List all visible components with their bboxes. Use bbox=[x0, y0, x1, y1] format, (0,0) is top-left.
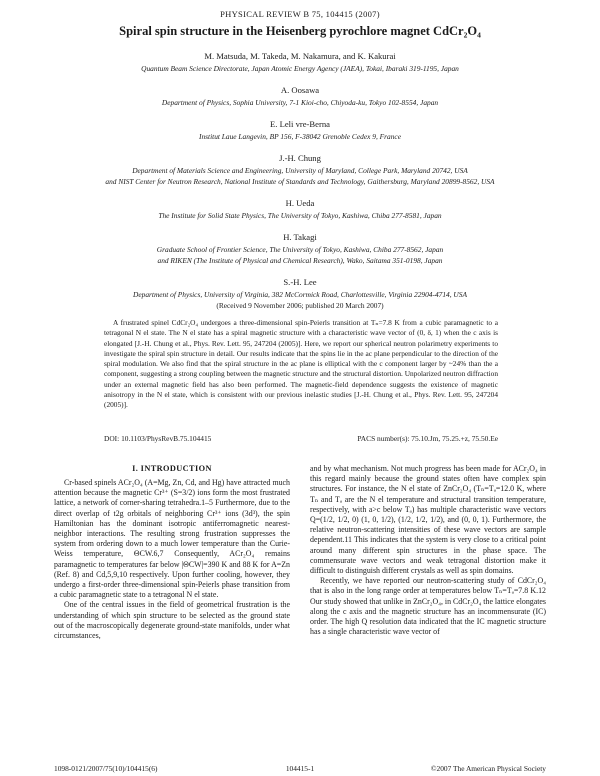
intro-paragraph: Recently, we have reported our neutron-scattering study of CdCr₂O₄ that is also in the long range order at temperatures below Tₙ=Tₐ=7.8 K.12 Our study showed that unlike in ZnCr₂O₄, in CdCr₂O₄ the lattice elongates along the c axis and the magnetic structure has an incommensurate (IC) order. The high Q resolution data indicated that the IC magnetic structure has a single characteristic wave vector of bbox=[310, 576, 546, 637]
affiliation-6a: Graduate School of Frontier Science, The University of Tokyo, Kashiwa, Chiba 277-8562, Japan bbox=[156, 245, 444, 254]
authors-5: H. Ueda bbox=[285, 198, 315, 208]
affiliation-4a: Department of Materials Science and Engineering, University of Maryland, College Park, Maryland 20742, USA bbox=[132, 166, 468, 175]
authors-7: S.-H. Lee bbox=[283, 277, 317, 287]
authors-1: M. Matsuda, M. Takeda, M. Nakamura, and K. Kakurai bbox=[204, 51, 396, 61]
affiliation-6b: and RIKEN (The Institute of Physical and Chemical Research), Wako, Saitama 351-0198, Japan bbox=[157, 256, 443, 265]
affiliation-3: Institut Laue Langevin, BP 156, F-38042 Grenoble Cedex 9, France bbox=[199, 132, 401, 141]
running-head: PHYSICAL REVIEW B 75, 104415 (2007) bbox=[220, 9, 380, 19]
intro-paragraph: Cr-based spinels ACr₂O₄ (A=Mg, Zn, Cd, and Hg) have attracted much attention because the magnetic Cr³⁺ (S=3/2) ions form the most frustrated lattice, a network of corner-sharing tetrahedra.1–5 Furthermore, due to the direct overlap of t2g orbitals of neighboring Cr³⁺ ions (3d³), the spin Hamiltonian has the dominant isotropic antiferromagnetic nearest-neighbor interactions. The resulting strong frustration suppresses the system from ordering down to a much lower temperature than the Curie-Weiss temperature, ΘCW.6,7 Consequently, ACr₂O₄ remains paramagnetic to temperatures far below |ΘCW|=390 K and 88 K for A=Zn (Ref. 8) and Cd,5,9,10 respectively. Upon further cooling, however, they undergo a first-order three-dimensional spin-Peierls phase transition from a cubic paramagnetic state to a tetragonal N el state. bbox=[54, 478, 290, 600]
intro-column-left bbox=[54, 478, 290, 748]
paper-title: Spiral spin structure in the Heisenberg pyrochlore magnet CdCr₂O₄ bbox=[119, 24, 481, 38]
affiliation-5: The Institute for Solid State Physics, The University of Tokyo, Kashiwa, Chiba 277-8581, Japan bbox=[158, 211, 442, 220]
footer-copyright: ©2007 The American Physical Society bbox=[430, 764, 546, 773]
authors-3: E. Leli vre-Berna bbox=[270, 119, 330, 129]
affiliation-7: Department of Physics, University of Virginia, 382 McCormick Road, Charlottesville, Virginia 22904-4714, USA bbox=[133, 290, 467, 299]
abstract bbox=[104, 318, 498, 411]
affiliation-2: Department of Physics, Sophia University, 7-1 Kioi-cho, Chiyoda-ku, Tokyo 102-8554, Japan bbox=[161, 98, 439, 107]
authors-4: J.-H. Chung bbox=[279, 153, 321, 163]
affiliation-1: Quantum Beam Science Directorate, Japan Atomic Energy Agency (JAEA), Tokai, Ibaraki 319-1195, Japan bbox=[141, 64, 459, 73]
authors-2: A. Oosawa bbox=[280, 85, 320, 95]
doi-label: DOI: bbox=[104, 434, 120, 443]
footer-page-number: 104415-1 bbox=[285, 764, 315, 773]
footer-issn: 1098-0121/2007/75(10)/104415(6) bbox=[54, 764, 158, 773]
section-heading: I. INTRODUCTION bbox=[132, 464, 212, 473]
authors-6: H. Takagi bbox=[283, 232, 317, 242]
pacs-numbers: PACS number(s): 75.10.Jm, 75.25.+z, 75.50.Ee bbox=[357, 434, 498, 443]
intro-paragraph: and by what mechanism. Not much progress has been made for ACr₂O₄ in this regard mainly because the ground states often have complex spin structures. For instance, the N el state of ZnCr₂O₄ (Tₙ=Tₐ=12.0 K, where Tₙ and Tₐ are the N el temperature and structural transition temperature, respectively, with a>c below Tₐ) has multiple characteristic wave vectors Q=(1/2, 1/2, 0) (1, 0, 1/2), (1/2, 1/2, 1/2), and (0, 0, 1). Furthermore, the relative neutron-scattering intensities of these wave vectors are sample dependent.11 This indicates that the system is very close to a critical point around many different spin structures in the phase space. The commensurate wave vectors and weak tetragonal distortion make it difficult to distinguish different crystals as well as spin domains. bbox=[310, 464, 546, 576]
abstract-text: A frustrated spinel CdCr₂O₄ undergoes a three-dimensional spin-Peierls transition at Tₙ=7.8 K from a cubic paramagnetic to a tetragonal N el state. The N el state has a spiral magnetic structure with a characteristic wave vector of (0, δ, 1) when the c axis is elongated [J.-H. Chung et al., Phys. Rev. Lett. 95, 247204 (2005)]. Here, we report our spherical neutron polarimetry experiments to investigate the spiral spin structure in detail. Our results indicate that the spins lie in the ac plane perpendicular to the direction of the spiral modulation. We also find that the spiral structure in the ac plane is elliptical with the c component larger by ~24% than the a component, suggesting a strong coupling between the magnetic structure and the structural distortion. Unpolarized neutron diffraction under an external magnetic field has also been performed. The magnetic-field dependence suggests the existence of magnetic anisotropy in the N el state, which is consistent with our previous inelastic studies [J.-H. Chung et al., Phys. Rev. Lett. 95, 247204 (2005)]. bbox=[104, 318, 498, 410]
affiliation-4b: and NIST Center for Neutron Research, National Institute of Standards and Technology, Gaithersburg, Maryland 20899-8562, USA bbox=[105, 177, 495, 186]
doi-link[interactable]: 10.1103/PhysRevB.75.104415 bbox=[121, 434, 212, 443]
doi-line bbox=[104, 434, 211, 443]
intro-paragraph: One of the central issues in the field of geometrical frustration is the understanding of which spin structure to be selected as the ground state out of the macroscopically degenerate ground-state manifolds, under what circumstances, bbox=[54, 600, 290, 641]
received-dates: (Received 9 November 2006; published 20 March 2007) bbox=[216, 301, 384, 310]
intro-column-right bbox=[310, 464, 546, 748]
